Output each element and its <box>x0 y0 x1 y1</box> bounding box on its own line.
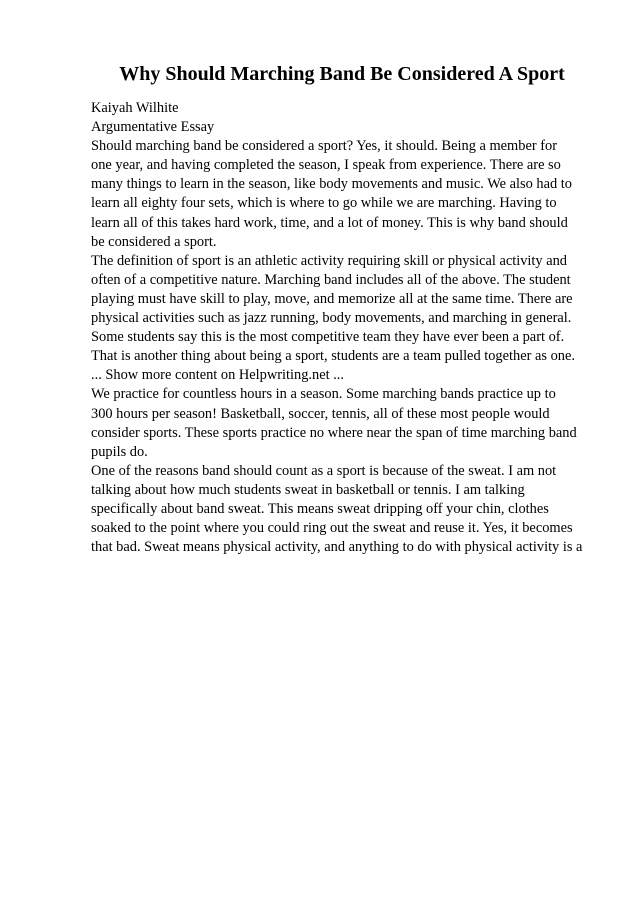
text-line: one year, and having completed the season, I speak from experience. There are so <box>91 157 561 174</box>
text-line: soaked to the point where you could ring out the sweat and reuse it. Yes, it becomes <box>91 520 573 537</box>
document-title: Why Should Marching Band Be Considered A Sport <box>119 63 565 85</box>
text-line: 300 hours per season! Basketball, soccer, tennis, all of these most people would <box>91 405 550 422</box>
text-line: We practice for countless hours in a season. Some marching bands practice up to <box>91 386 556 403</box>
text-line: consider sports. These sports practice no where near the span of time marching band <box>91 424 577 441</box>
text-line: Some students say this is the most competitive team they have ever been a part of. <box>91 329 565 346</box>
text-line: learn all of this takes hard work, time, and a lot of money. This is why band should <box>91 214 568 231</box>
text-line: pupils do. <box>91 443 148 460</box>
text-line: learn all eighty four sets, which is where to go while we are marching. Having to <box>91 195 557 212</box>
author-line: Kaiyah Wilhite <box>91 100 179 116</box>
text-line: many things to learn in the season, like body movements and music. We also had to <box>91 176 572 193</box>
text-line: talking about how much students sweat in basketball or tennis. I am talking <box>91 481 525 498</box>
text-line: The definition of sport is an athletic activity requiring skill or physical activity and <box>91 252 567 269</box>
document-body <box>91 99 591 557</box>
essay-type-line: Argumentative Essay <box>91 119 215 136</box>
text-line: physical activities such as jazz running, body movements, and marching in general. <box>91 310 572 327</box>
text-line: that bad. Sweat means physical activity, and anything to do with physical activity is a <box>91 539 583 556</box>
text-line: be considered a sport. <box>91 233 217 250</box>
text-line: Should marching band be considered a sport? Yes, it should. Being a member for <box>91 138 558 155</box>
text-line: That is another thing about being a sport, students are a team pulled together as one. <box>91 348 575 365</box>
text-line: specifically about band sweat. This means sweat dripping off your chin, clothes <box>91 500 549 517</box>
text-line: One of the reasons band should count as a sport is because of the sweat. I am not <box>91 462 557 479</box>
text-line: often of a competitive nature. Marching band includes all of the above. The student <box>91 271 571 288</box>
text-line: playing must have skill to play, move, and memorize all at the same time. There are <box>91 290 573 307</box>
show-more-line: ... Show more content on Helpwriting.net ... <box>91 367 344 384</box>
